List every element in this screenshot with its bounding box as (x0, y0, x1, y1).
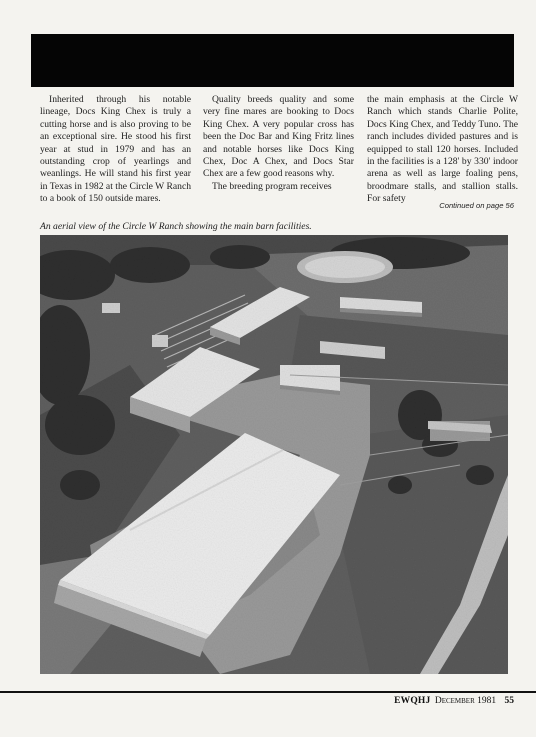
article-column-3 (367, 94, 518, 216)
header-black-bar (31, 34, 514, 87)
footer-rule (0, 691, 536, 693)
article-column-2 (203, 94, 354, 216)
page-number: 55 (504, 696, 514, 706)
publication-name: EWQHJ (394, 696, 431, 706)
photo-caption: An aerial view of the Circle W Ranch showing the main barn facilities. (40, 221, 312, 232)
continued-on-page-link[interactable]: Continued on page 56 (439, 201, 514, 210)
aerial-photo (40, 235, 508, 674)
paragraph: the main emphasis at the Circle W Ranch which stands Charlie Polite, Docs King Chex, and Teddy Tuno. The ranch includes divided pastures and is equipped to stall 120 horses. Included in the facilities is a 128' by 330' indoor arena as well as large foaling pens, broodmare stalls, and stallion stalls. For safety (367, 94, 518, 205)
page-footer (394, 696, 514, 706)
article-column-1 (40, 94, 191, 216)
issue-date: December 1981 (434, 696, 497, 706)
paragraph: The breeding program receives (212, 180, 332, 192)
paragraph: Quality breeds quality and some very fine mares are booking to Docs King Chex. A very popular cross has been the Doc Bar and King Fritz lines and notable horses like Docs King Chex, Doc A Chex, and Docs Star Chex are a few good reasons why. (203, 94, 354, 180)
paragraph: Inherited through his notable lineage, Docs King Chex is truly a cutting horse and is also proving to be an exceptional sire. He stood his first year at stud in 1979 and has an outstanding crop of yearlings and weanlings. He will stand his first year in Texas in 1982 at the Circle W Ranch to a book of 150 outside mares. (40, 94, 191, 205)
